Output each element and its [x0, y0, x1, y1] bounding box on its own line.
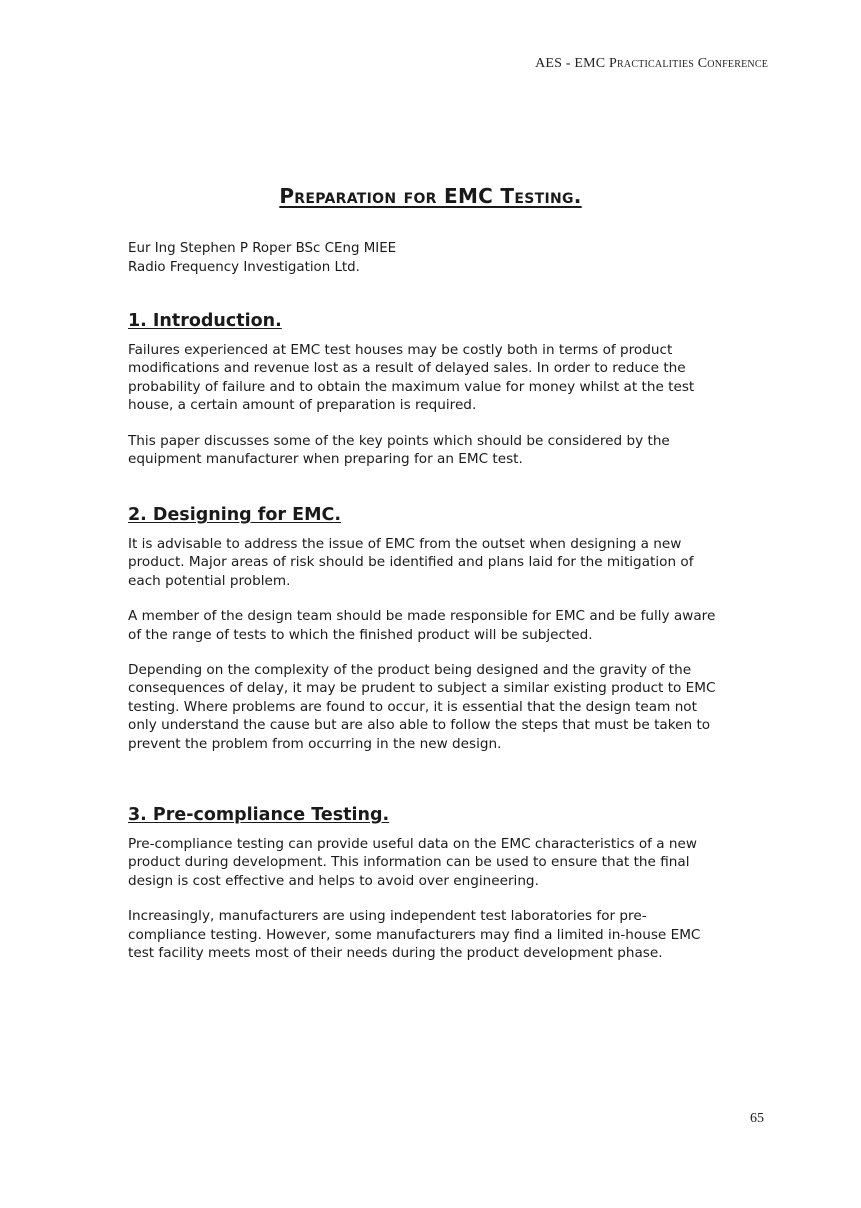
page-number: 65: [750, 1111, 764, 1126]
author-affiliation: Radio Frequency Investigation Ltd.: [128, 259, 360, 275]
paragraph: This paper discusses some of the key points which should be considered by the equipment manufacturer when preparing for an EMC test.: [128, 432, 670, 468]
author-name: Eur Ing Stephen P Roper BSc CEng MIEE: [128, 241, 397, 256]
paragraph: Depending on the complexity of the product being designed and the gravity of the consequences of delay, it may be prudent to subject a similar existing product to EMC testing. Where problems are found to occur, it is essential that the design team not only understand the cause but are also able to follow the steps that must be taken to prevent the problem from occurring in the new design.: [128, 662, 716, 752]
paragraph: Increasingly, manufacturers are using independent test laboratories for pre-compliance testing. However, some manufacturers may find a limited in-house EMC test facility meets most of their needs during the product development phase.: [128, 908, 701, 962]
running-header: AES - EMC Practicalities Conference: [535, 56, 768, 71]
paragraph: Pre-compliance testing can provide useful data on the EMC characteristics of a new product during development. This information can be used to ensure that the final design is cost effective and helps to avoid over engineering.: [128, 836, 698, 889]
section-pre-compliance-testing: [128, 804, 718, 979]
section-heading: 1. Introduction.: [128, 311, 282, 331]
paragraph: It is advisable to address the issue of EMC from the outset when designing a new product. Major areas of risk should be identified and plans laid for the mitigation of each potential problem.: [128, 536, 694, 589]
section-heading: 2. Designing for EMC.: [128, 505, 342, 525]
section-heading: 3. Pre-compliance Testing.: [128, 805, 390, 825]
paragraph: Failures experienced at EMC test houses may be costly both in terms of product modifications and revenue lost as a result of delayed sales. In order to reduce the probability of failure and to obtain the maximum value for money whilst at the test house, a certain amount of preparation is required.: [128, 342, 695, 414]
page-title: Preparation for EMC Testing.: [279, 184, 582, 208]
section-introduction: [128, 310, 718, 485]
section-designing-for-emc: [128, 504, 718, 770]
paragraph: A member of the design team should be made responsible for EMC and be fully aware of the range of tests to which the finished product will be subjected.: [128, 608, 716, 643]
author-block: [128, 240, 396, 277]
